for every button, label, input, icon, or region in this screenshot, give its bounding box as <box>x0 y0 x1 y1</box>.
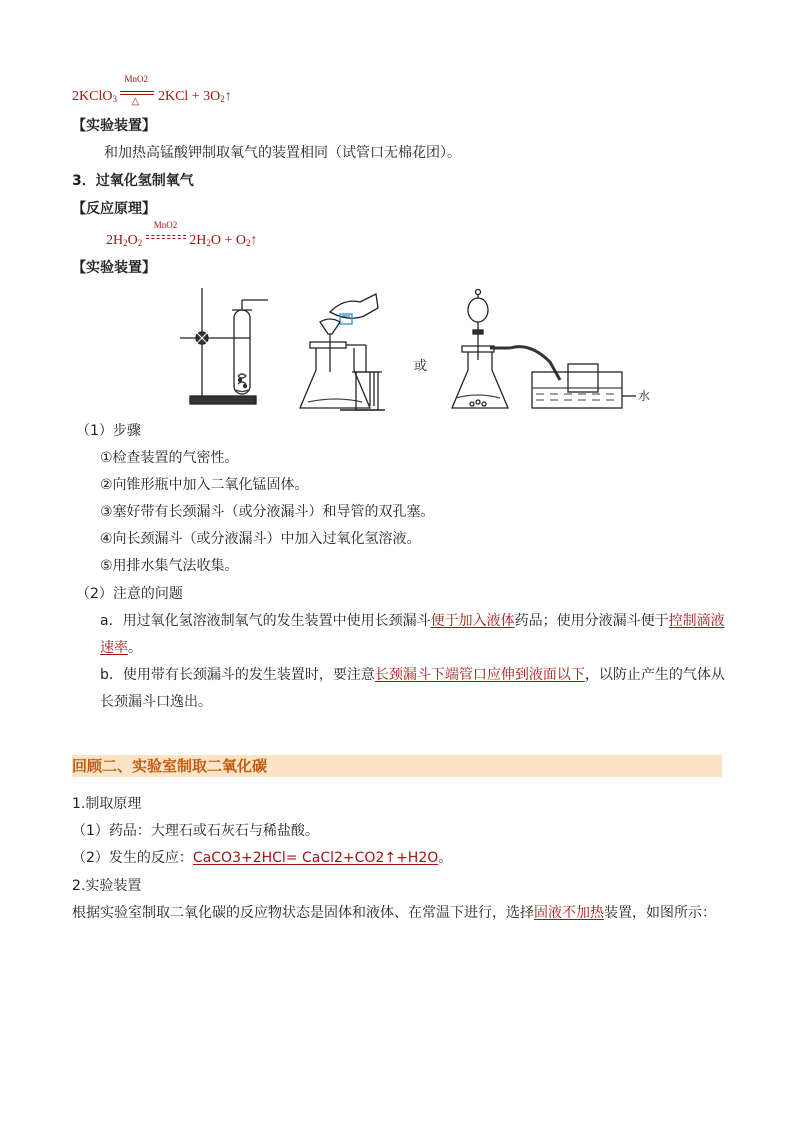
note-b-prefix: b．使用带有长颈漏斗的发生装置时，要注意 <box>100 667 375 683</box>
steps-title: （1）步骤 <box>76 423 141 439</box>
co2-drugs: （1）药品：大理石或石灰石与稀盐酸。 <box>72 823 319 839</box>
reaction-kclo3 <box>72 74 232 107</box>
principle-label: 【反应原理】 <box>72 201 156 217</box>
reaction1-lhs: 2KClO <box>72 89 113 104</box>
step-item: ④向长颈漏斗（或分液漏斗）中加入过氧化氢溶液。 <box>100 531 421 547</box>
co2-reaction-formula: CaCO3+2HCl= CaCl2+CO2↑+H2O <box>192 850 439 866</box>
note-a-line1 <box>100 611 725 631</box>
step-item: ②向锥形瓶中加入二氧化锰固体。 <box>100 477 309 493</box>
note-b-line2: 长颈漏斗口逸出。 <box>100 694 212 710</box>
apparatus-label-2: 【实验装置】 <box>72 260 156 276</box>
or-label: 或 <box>414 358 428 373</box>
reaction2-lhs-mid: O <box>127 233 138 248</box>
co2-reaction-line <box>72 848 452 868</box>
reaction2-rhs: 2H <box>189 233 207 248</box>
separatory-funnel-apparatus <box>452 290 636 409</box>
note-b-suffix: ，以防止产生的气体从 <box>584 667 725 683</box>
reaction1-lhs-sub: 3 <box>112 94 117 104</box>
notes-title: （2）注意的问题 <box>76 586 183 602</box>
water-label: 水 <box>638 389 650 403</box>
co2-desc-suffix: 装置，如图所示： <box>604 905 716 921</box>
reaction2-condition <box>146 220 186 244</box>
co2-reaction-end: 。 <box>438 850 453 866</box>
note-a-red2-cont: 速率 <box>100 640 128 656</box>
co2-apparatus-title: 2.实验装置 <box>72 878 142 894</box>
oxygen-apparatus-figure <box>180 280 650 415</box>
reaction1-arrow: ↑ <box>224 89 232 104</box>
note-a-prefix: a．用过氧化氢溶液制氧气的发生装置中使用长颈漏斗 <box>100 613 431 629</box>
reaction2-lhs: 2H <box>106 233 124 248</box>
reaction2-rhs-sub2: 2 <box>246 238 251 248</box>
reaction1-rhs: 2KCl + 3O <box>157 89 221 104</box>
note-a-red1: 便于加入液体 <box>430 613 515 629</box>
co2-desc-prefix: 根据实验室制取二氧化碳的反应物状态是固体和液体、在常温下进行，选择 <box>72 905 534 921</box>
reaction1-heat: △ <box>131 96 140 107</box>
apparatus-text-1: 和加热高锰酸钾制取氧气的装置相同（试管口无棉花团）。 <box>104 145 461 161</box>
co2-reaction-prefix: （2）发生的反应： <box>72 850 193 866</box>
reaction2-lhs-sub1: 2 <box>123 238 128 248</box>
step-item: ①检查装置的气密性。 <box>100 450 239 466</box>
section3-title: 3．过氧化氢制氧气 <box>72 173 194 189</box>
note-b-line1 <box>100 665 725 685</box>
review2-heading-bar <box>72 755 722 777</box>
reaction1-catalyst: MnO2 <box>124 74 148 84</box>
reaction-h2o2 <box>106 220 258 249</box>
note-a-line2 <box>100 638 142 658</box>
note-b-red: 长颈漏斗下端管口应伸到液面以下 <box>374 667 585 683</box>
note-a-end: 。 <box>128 640 142 656</box>
reaction2-catalyst: MnO2 <box>153 220 178 230</box>
co2-description <box>72 903 716 923</box>
reaction1-rhs-sub: 2 <box>220 94 225 104</box>
step-item: ③塞好带有长颈漏斗（或分液漏斗）和导管的双孔塞。 <box>100 504 435 520</box>
reaction2-rhs-sub: 2 <box>206 238 211 248</box>
note-a-mid: 药品；使用分液漏斗便于 <box>514 613 669 629</box>
iron-stand <box>180 288 268 404</box>
step-item: ⑤用排水集气法收集。 <box>100 558 239 574</box>
note-a-red2: 控制滴液 <box>668 613 725 629</box>
reaction1-condition <box>120 74 154 107</box>
reaction2-arrow: ↑ <box>250 233 258 248</box>
apparatus-label-1: 【实验装置】 <box>72 118 156 134</box>
co2-principle-title: 1.制取原理 <box>72 796 142 812</box>
co2-desc-red: 固液不加热 <box>534 905 604 921</box>
reaction2-lhs-sub2: 2 <box>137 238 143 248</box>
review2-heading: 回顾二、实验室制取二氧化碳 <box>72 757 268 775</box>
reaction2-rhs-mid: O + O <box>210 233 246 248</box>
hand-pouring-apparatus <box>300 294 385 410</box>
